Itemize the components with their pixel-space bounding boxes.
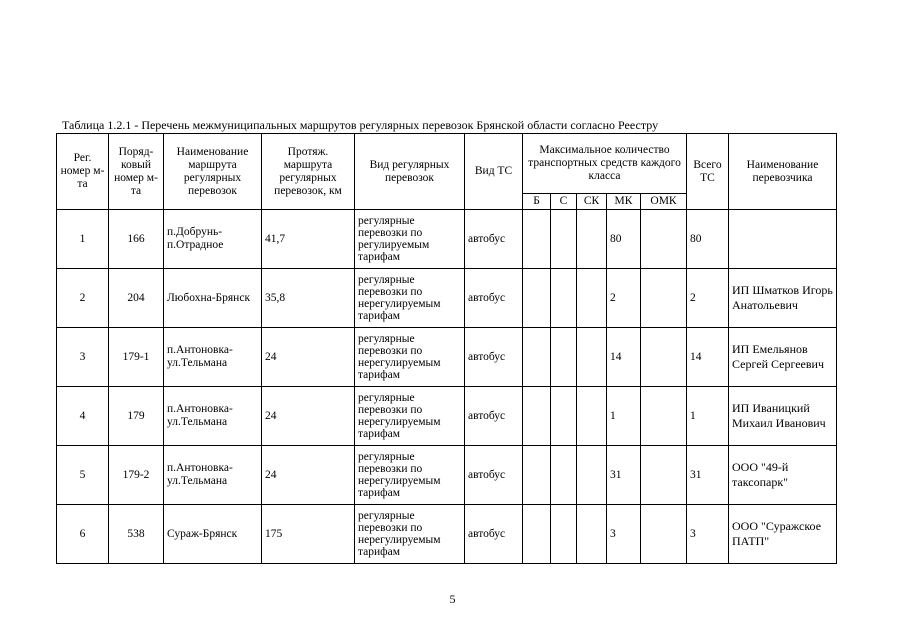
cell-order: 166 (109, 210, 164, 269)
cell-class-s (551, 387, 577, 446)
cell-reg: 1 (57, 210, 109, 269)
header-class-b: Б (523, 194, 551, 210)
cell-class-sk (577, 446, 607, 505)
header-class-s: С (551, 194, 577, 210)
cell-total: 1 (687, 387, 729, 446)
cell-order: 538 (109, 505, 164, 564)
cell-vehicle: автобус (465, 387, 523, 446)
cell-class-sk (577, 505, 607, 564)
header-transport-type: Вид регулярных перевозок (355, 134, 465, 210)
cell-vehicle: автобус (465, 505, 523, 564)
header-total-vehicles: Всего ТС (687, 134, 729, 210)
cell-class-mk: 1 (607, 387, 641, 446)
header-route-length: Протяж. маршрута регулярных перевозок, км (262, 134, 355, 210)
cell-transport-type: регулярные перевозки по нерегулируемым тарифам (355, 446, 465, 505)
cell-length: 175 (262, 505, 355, 564)
cell-vehicle: автобус (465, 269, 523, 328)
cell-class-sk (577, 387, 607, 446)
cell-total: 31 (687, 446, 729, 505)
cell-transport-type: регулярные перевозки по регулируемым тарифам (355, 210, 465, 269)
header-vehicle-type: Вид ТС (465, 134, 523, 210)
cell-reg: 4 (57, 387, 109, 446)
cell-order: 204 (109, 269, 164, 328)
cell-total: 3 (687, 505, 729, 564)
header-order-number: Поряд-ковый номер м-та (109, 134, 164, 210)
cell-order: 179 (109, 387, 164, 446)
table-row (57, 505, 837, 564)
header-row (57, 134, 837, 194)
header-class-sk: СК (577, 194, 607, 210)
cell-length: 24 (262, 446, 355, 505)
cell-route-name: Сураж-Брянск (164, 505, 262, 564)
cell-total: 80 (687, 210, 729, 269)
cell-class-sk (577, 269, 607, 328)
cell-class-b (523, 446, 551, 505)
cell-carrier: ИП Иваницкий Михаил Иванович (729, 387, 837, 446)
cell-carrier: ИП Емельянов Сергей Сергеевич (729, 328, 837, 387)
cell-class-b (523, 269, 551, 328)
cell-route-name: Любохна-Брянск (164, 269, 262, 328)
cell-class-mk: 2 (607, 269, 641, 328)
cell-reg: 5 (57, 446, 109, 505)
cell-carrier: ООО "Суражское ПАТП" (729, 505, 837, 564)
cell-order: 179-1 (109, 328, 164, 387)
cell-class-omk (641, 505, 687, 564)
cell-route-name: п.Антоновка-ул.Тельмана (164, 328, 262, 387)
cell-length: 35,8 (262, 269, 355, 328)
cell-route-name: п.Антоновка-ул.Тельмана (164, 387, 262, 446)
cell-class-b (523, 505, 551, 564)
cell-class-omk (641, 387, 687, 446)
cell-class-b (523, 387, 551, 446)
cell-total: 2 (687, 269, 729, 328)
table-row (57, 328, 837, 387)
cell-transport-type: регулярные перевозки по нерегулируемым тарифам (355, 269, 465, 328)
header-route-name: Наименование маршрута регулярных перевозок (164, 134, 262, 210)
cell-class-s (551, 505, 577, 564)
cell-vehicle: автобус (465, 328, 523, 387)
table-row (57, 210, 837, 269)
cell-length: 24 (262, 387, 355, 446)
cell-class-s (551, 446, 577, 505)
cell-reg: 3 (57, 328, 109, 387)
cell-class-omk (641, 210, 687, 269)
cell-vehicle: автобус (465, 210, 523, 269)
cell-class-omk (641, 446, 687, 505)
cell-class-b (523, 328, 551, 387)
header-class-omk: ОМК (641, 194, 687, 210)
cell-length: 24 (262, 328, 355, 387)
cell-class-s (551, 210, 577, 269)
cell-length: 41,7 (262, 210, 355, 269)
header-max-vehicles: Максимальное количество транспортных средств каждого класса (523, 134, 687, 194)
cell-carrier: ООО "49-й таксопарк" (729, 446, 837, 505)
cell-class-b (523, 210, 551, 269)
cell-class-s (551, 269, 577, 328)
header-reg-number: Рег. номер м-та (57, 134, 109, 210)
cell-class-sk (577, 328, 607, 387)
cell-class-mk: 14 (607, 328, 641, 387)
cell-order: 179-2 (109, 446, 164, 505)
cell-class-mk: 3 (607, 505, 641, 564)
cell-carrier (729, 210, 837, 269)
cell-class-mk: 80 (607, 210, 641, 269)
cell-class-sk (577, 210, 607, 269)
cell-reg: 2 (57, 269, 109, 328)
cell-class-omk (641, 328, 687, 387)
table-caption: Таблица 1.2.1 - Перечень межмуниципальных маршрутов регулярных перевозок Брянской области согласно Реестру (62, 118, 659, 132)
page-number: 5 (449, 592, 456, 606)
table-row (57, 446, 837, 505)
cell-transport-type: регулярные перевозки по нерегулируемым тарифам (355, 387, 465, 446)
header-class-mk: МК (607, 194, 641, 210)
cell-route-name: п.Добрунь-п.Отрадное (164, 210, 262, 269)
cell-vehicle: автобус (465, 446, 523, 505)
cell-class-mk: 31 (607, 446, 641, 505)
cell-carrier: ИП Шматков Игорь Анатольевич (729, 269, 837, 328)
cell-transport-type: регулярные перевозки по нерегулируемым тарифам (355, 328, 465, 387)
table-row (57, 269, 837, 328)
routes-table (56, 133, 837, 564)
cell-route-name: п.Антоновка-ул.Тельмана (164, 446, 262, 505)
cell-class-omk (641, 269, 687, 328)
cell-reg: 6 (57, 505, 109, 564)
cell-class-s (551, 328, 577, 387)
cell-transport-type: регулярные перевозки по нерегулируемым тарифам (355, 505, 465, 564)
cell-total: 14 (687, 328, 729, 387)
table-row (57, 387, 837, 446)
header-carrier: Наименование перевозчика (729, 134, 837, 210)
